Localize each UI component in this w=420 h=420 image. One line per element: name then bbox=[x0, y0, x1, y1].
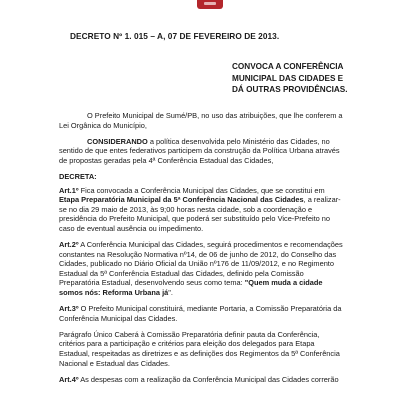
article-label: Art.4º bbox=[59, 374, 79, 384]
decree-title: DECRETO Nº 1. 015 – A, 07 DE FEVEREIRO DE 2013. bbox=[70, 31, 280, 41]
article-label: Art.2º bbox=[59, 240, 79, 250]
decree-body bbox=[59, 111, 391, 391]
text-line bbox=[59, 288, 391, 298]
text-line: Estadual da 5ª Conferência Estadual das Cidades, definido pela Comissão bbox=[59, 268, 304, 278]
text-fragment: Fica convocada a Conferência Municipal das Cidades, que se constitui em bbox=[78, 185, 325, 195]
text-line bbox=[59, 240, 391, 250]
considerando-paragraph bbox=[59, 137, 391, 166]
preamble-paragraph bbox=[59, 111, 391, 130]
text-line: O Prefeito Municipal de Sumé/PB, no uso das atribuições, que lhe conferem a bbox=[87, 111, 343, 120]
text-line bbox=[59, 304, 391, 314]
text-line bbox=[59, 278, 391, 288]
text-fragment: O Prefeito Municipal constituirá, mediante Portaria, a Comissão Preparatória da bbox=[78, 304, 342, 314]
text-fragment: Preparatória Estadual, desenvolvendo seus como tema: bbox=[59, 278, 245, 288]
text-line: sentido de que entes federativos participem da construção da Política Urbana através bbox=[59, 146, 340, 156]
text-line: Nacional e Estadual das Cidades. bbox=[59, 358, 170, 368]
text-line: Conferência Municipal das Cidades. bbox=[59, 313, 178, 323]
text-fragment-bold: Etapa Preparatória Municipal da 5ª Conferência Nacional das Cidades bbox=[59, 195, 304, 205]
article-2 bbox=[59, 240, 391, 298]
text-line bbox=[59, 195, 391, 205]
text-fragment: a política desenvolvida pelo Ministério das Cidades, no bbox=[147, 136, 330, 146]
text-line: Parágrafo Único Caberá à Comissão Preparatória definir pauta da Conferência, bbox=[59, 329, 320, 339]
municipal-seal-icon bbox=[197, 0, 223, 9]
summary-line: CONVOCA A CONFERÊNCIA bbox=[232, 62, 344, 71]
text-fragment: As despesas com a realização da Conferência Municipal das Cidades correrão bbox=[78, 374, 339, 384]
considerando-keyword: CONSIDERANDO bbox=[87, 136, 148, 146]
text-line bbox=[59, 375, 391, 385]
text-fragment-bold: somos nós: Reforma Urbana já bbox=[59, 288, 169, 297]
text-line: de propostas geradas pela 4ª Conferência Estadual das Cidades, bbox=[59, 155, 274, 165]
text-line: critérios para a participação e critérios para eleição dos delegados para Etapa bbox=[59, 339, 315, 349]
article-1 bbox=[59, 186, 391, 234]
article-label: Art.1º bbox=[59, 185, 79, 195]
text-fragment-bold: "Quem muda a cidade bbox=[244, 278, 323, 288]
article-4 bbox=[59, 375, 391, 385]
text-line: presidência do Prefeito Municipal, que poderá ser substituído pelo Vice-Prefeito no bbox=[59, 214, 331, 224]
article-label: Art.3º bbox=[59, 304, 79, 314]
text-line bbox=[59, 186, 391, 196]
summary-line: DÁ OUTRAS PROVIDÊNCIAS. bbox=[232, 85, 348, 94]
text-fragment: , a realizar- bbox=[303, 195, 341, 205]
text-fragment: A Conferência Municipal das Cidades, seguirá procedimentos e recomendações bbox=[78, 240, 343, 250]
decree-summary bbox=[232, 61, 392, 96]
decreta-heading: DECRETA: bbox=[59, 171, 97, 181]
text-fragment: ". bbox=[168, 288, 173, 297]
text-line: caso de eventual ausência ou impedimento. bbox=[59, 223, 204, 233]
sole-paragraph bbox=[59, 330, 391, 368]
text-line: Cidades, publicado no Diário Oficial da União nº176 de 11/09/2012, e no Regimento bbox=[59, 259, 334, 269]
text-line: constantes na Resolução Normativa nº14, de 06 de junho de 2012, do Conselho das bbox=[59, 249, 337, 259]
summary-line: MUNICIPAL DAS CIDADES E bbox=[232, 73, 344, 83]
text-line: Lei Orgânica do Município, bbox=[59, 120, 147, 130]
article-3 bbox=[59, 304, 391, 323]
text-line: se no dia 29 maio de 2013, às 9;00 horas nesta cidade, sob a coordenação e bbox=[59, 204, 313, 214]
text-line bbox=[59, 137, 391, 147]
text-line: Estadual, respeitadas as diretrizes e as definições dos Regimentos da 5ª Conferência bbox=[59, 348, 340, 358]
